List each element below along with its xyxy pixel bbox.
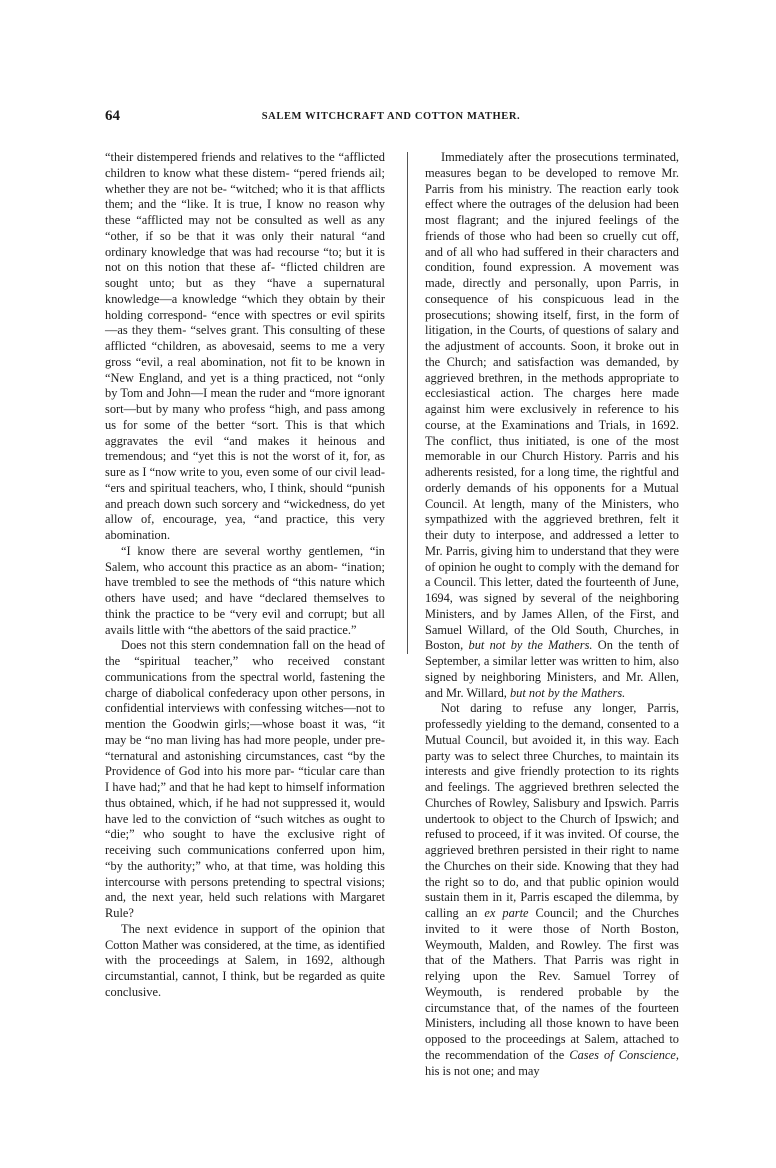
body-paragraph-5 — [425, 150, 679, 701]
quoted-paragraph-2: “I know there are several worthy gentlemen, “in Salem, who account this practice as an abom- “ination; have trembled to see the methods of “this nature which others have used; and have “declared themselves to think the practice to be “very evil and corrupt; but all avails little with “the abettors of the said practice.” — [105, 543, 385, 637]
page-number: 64 — [105, 108, 120, 124]
body-paragraph-6 — [425, 701, 679, 1079]
paragraph-text: Council; and the Churches invited to it were those of North Boston, Weymouth, Malden, and Rowley. The first was that of the Mathers. That Parris was right in relying upon the Rev. Samuel Torrey of Weymouth, is rendered probable by the circumstance that, of the names of the fourteen Ministers, including all those known to have been opposed to the proceedings at Salem, attached to the recommendation of the — [425, 906, 679, 1062]
paragraph-text: Immediately after the prosecutions terminated, measures began to be developed to remove Mr. Parris from his ministry. The reaction early took effect where the outrages of the delusion had been most flagrant; and the injured feelings of the friends of those who had been so cruelly cut off, and of all who had suffered in their characters and condition, found expression. A movement was made, directly and personally, upon Parris, in consequence of his conspicuous lead in the prosecutions; showing itself, first, in the form of litigation, in the Courts, of questions of salary and the adjustment of accounts. Soon, it broke out in the Church; and satisfaction was demanded, by aggrieved brethren, in the methods appropriate to ecclesiastical action. The charges here made against him were exclusively in reference to his course, at the Examinations and Trials, in 1692. The conflict, thus initiated, is one of the most memorable in our Church History. Parris and his adherents resisted, for a long time, the rightful and orderly demands of his opponents for a Mutual Council. At length, many of the Ministers, who sympathized with the aggrieved brethren, felt it their duty to interpose, and addressed a letter to Mr. Parris, giving him to understand that they were of opinion he ought to comply with the demand for a Council. This letter, dated the fourteenth of June, 1694, was signed by several of the neighboring Ministers, and by James Allen, of the First, and Samuel Willard, of the Old South, Churches, in Boston, — [425, 150, 679, 653]
italic-phrase: Cases of Conscience, — [569, 1047, 680, 1062]
body-paragraph-3: Does not this stern condemnation fall on the head of the “spiritual teacher,” who received constant communications from the spectral world, fastening the charge of diabolical confederacy upon other persons, in confidential interviews with confessing witches—not to mention the Goodwin girls;—whose boast it was, “it may be “no man living has had more people, under pre- “ternatural and astonishing circumstances, cast “by the Providence of God into his more par- “ticular care than I have had;” and that he had kept to himself information thus obtained, which, if he had not suppressed it, would have led to the conviction of “such witches as ought to “die;” who sought to have the exclusive right of receiving such communications conferred upon him, “by the authority;” who, at that time, was holding this intercourse with persons pretending to spectral visions; and, the next year, held such relations with Margaret Rule? — [105, 638, 385, 920]
body-paragraph-4: The next evidence in support of the opinion that Cotton Mather was considered, at the time, as identified with the proceedings at Salem, in 1692, although circumstantial, cannot, I think, but be regarded as quite conclusive. — [105, 921, 385, 999]
paragraph-text: his is not one; and may — [425, 1063, 540, 1078]
paragraph-text: Not daring to refuse any longer, Parris, professedly yielding to the demand, consented to a Mutual Council, but avoided it, in this way. Each party was to select three Churches, to maintain its interests and give friendly protection to its rights and feelings. The aggrieved brethren selected the Churches of Rowley, Salisbury and Ipswich. Parris undertook to object to the Church of Ipswich; and refused to proceed, if it was invited. Of course, the aggrieved brethren persisted in their right to name the Churches on their side. Knowing that they had the right so to do, and that public opinion would sustain them in it, Parris escaped the dilemma, by calling an — [425, 701, 679, 920]
italic-phrase: ex parte — [484, 906, 529, 920]
running-head: SALEM WITCHCRAFT AND COTTON MATHER. — [261, 111, 521, 122]
quoted-paragraph-1: “their distempered friends and relatives to the “afflicted children to know what these distem- “pered friends ail; whether they are not be- “witched; who it is that afflicts them; and the “like. It is true, I know no reason why these “afflicted may not be consulted as well as any “other, if so be that it was only their natural “and ordinary knowledge that was had recourse “to; but it is not on this notion that these af- “flicted children are sought unto; but as they “have a supernatural knowledge—a knowledge “which they obtain by their holding correspond- “ence with spectres or evil spirits—as they them- “selves grant. This consulting of these afflicted “children, as abovesaid, seems to me a very gross “evil, a real abomination, not fit to be known in “New England, and yet is a thing practiced, not “only by Tom and John—I mean the ruder and “more ignorant sort—but by many who profess “high, and pass among us for some of the better “sort. This is that which aggravates the evil “and makes it heinous and tremendous; and “yet this is not the worst of it, for, as sure as I “now write to you, even some of our civil lead- “ers and spiritual teachers, who, I think, should “punish and preach down such sorcery and “wickedness, do yet allow of, encourage, yea, “and practice, this very abomination. — [105, 150, 385, 542]
left-column — [105, 150, 385, 1001]
page-header — [105, 108, 677, 128]
text-columns — [105, 150, 679, 1135]
column-rule — [407, 152, 408, 654]
italic-phrase: but not by the Mathers. — [509, 685, 626, 700]
paragraph-text: On the tenth of September, a similar letter was written to him, also signed by neighboring Ministers, and Mr. Allen, and Mr. Willard, — [425, 638, 679, 700]
right-column — [425, 150, 679, 1079]
italic-phrase: but not by the Mathers. — [468, 638, 593, 653]
